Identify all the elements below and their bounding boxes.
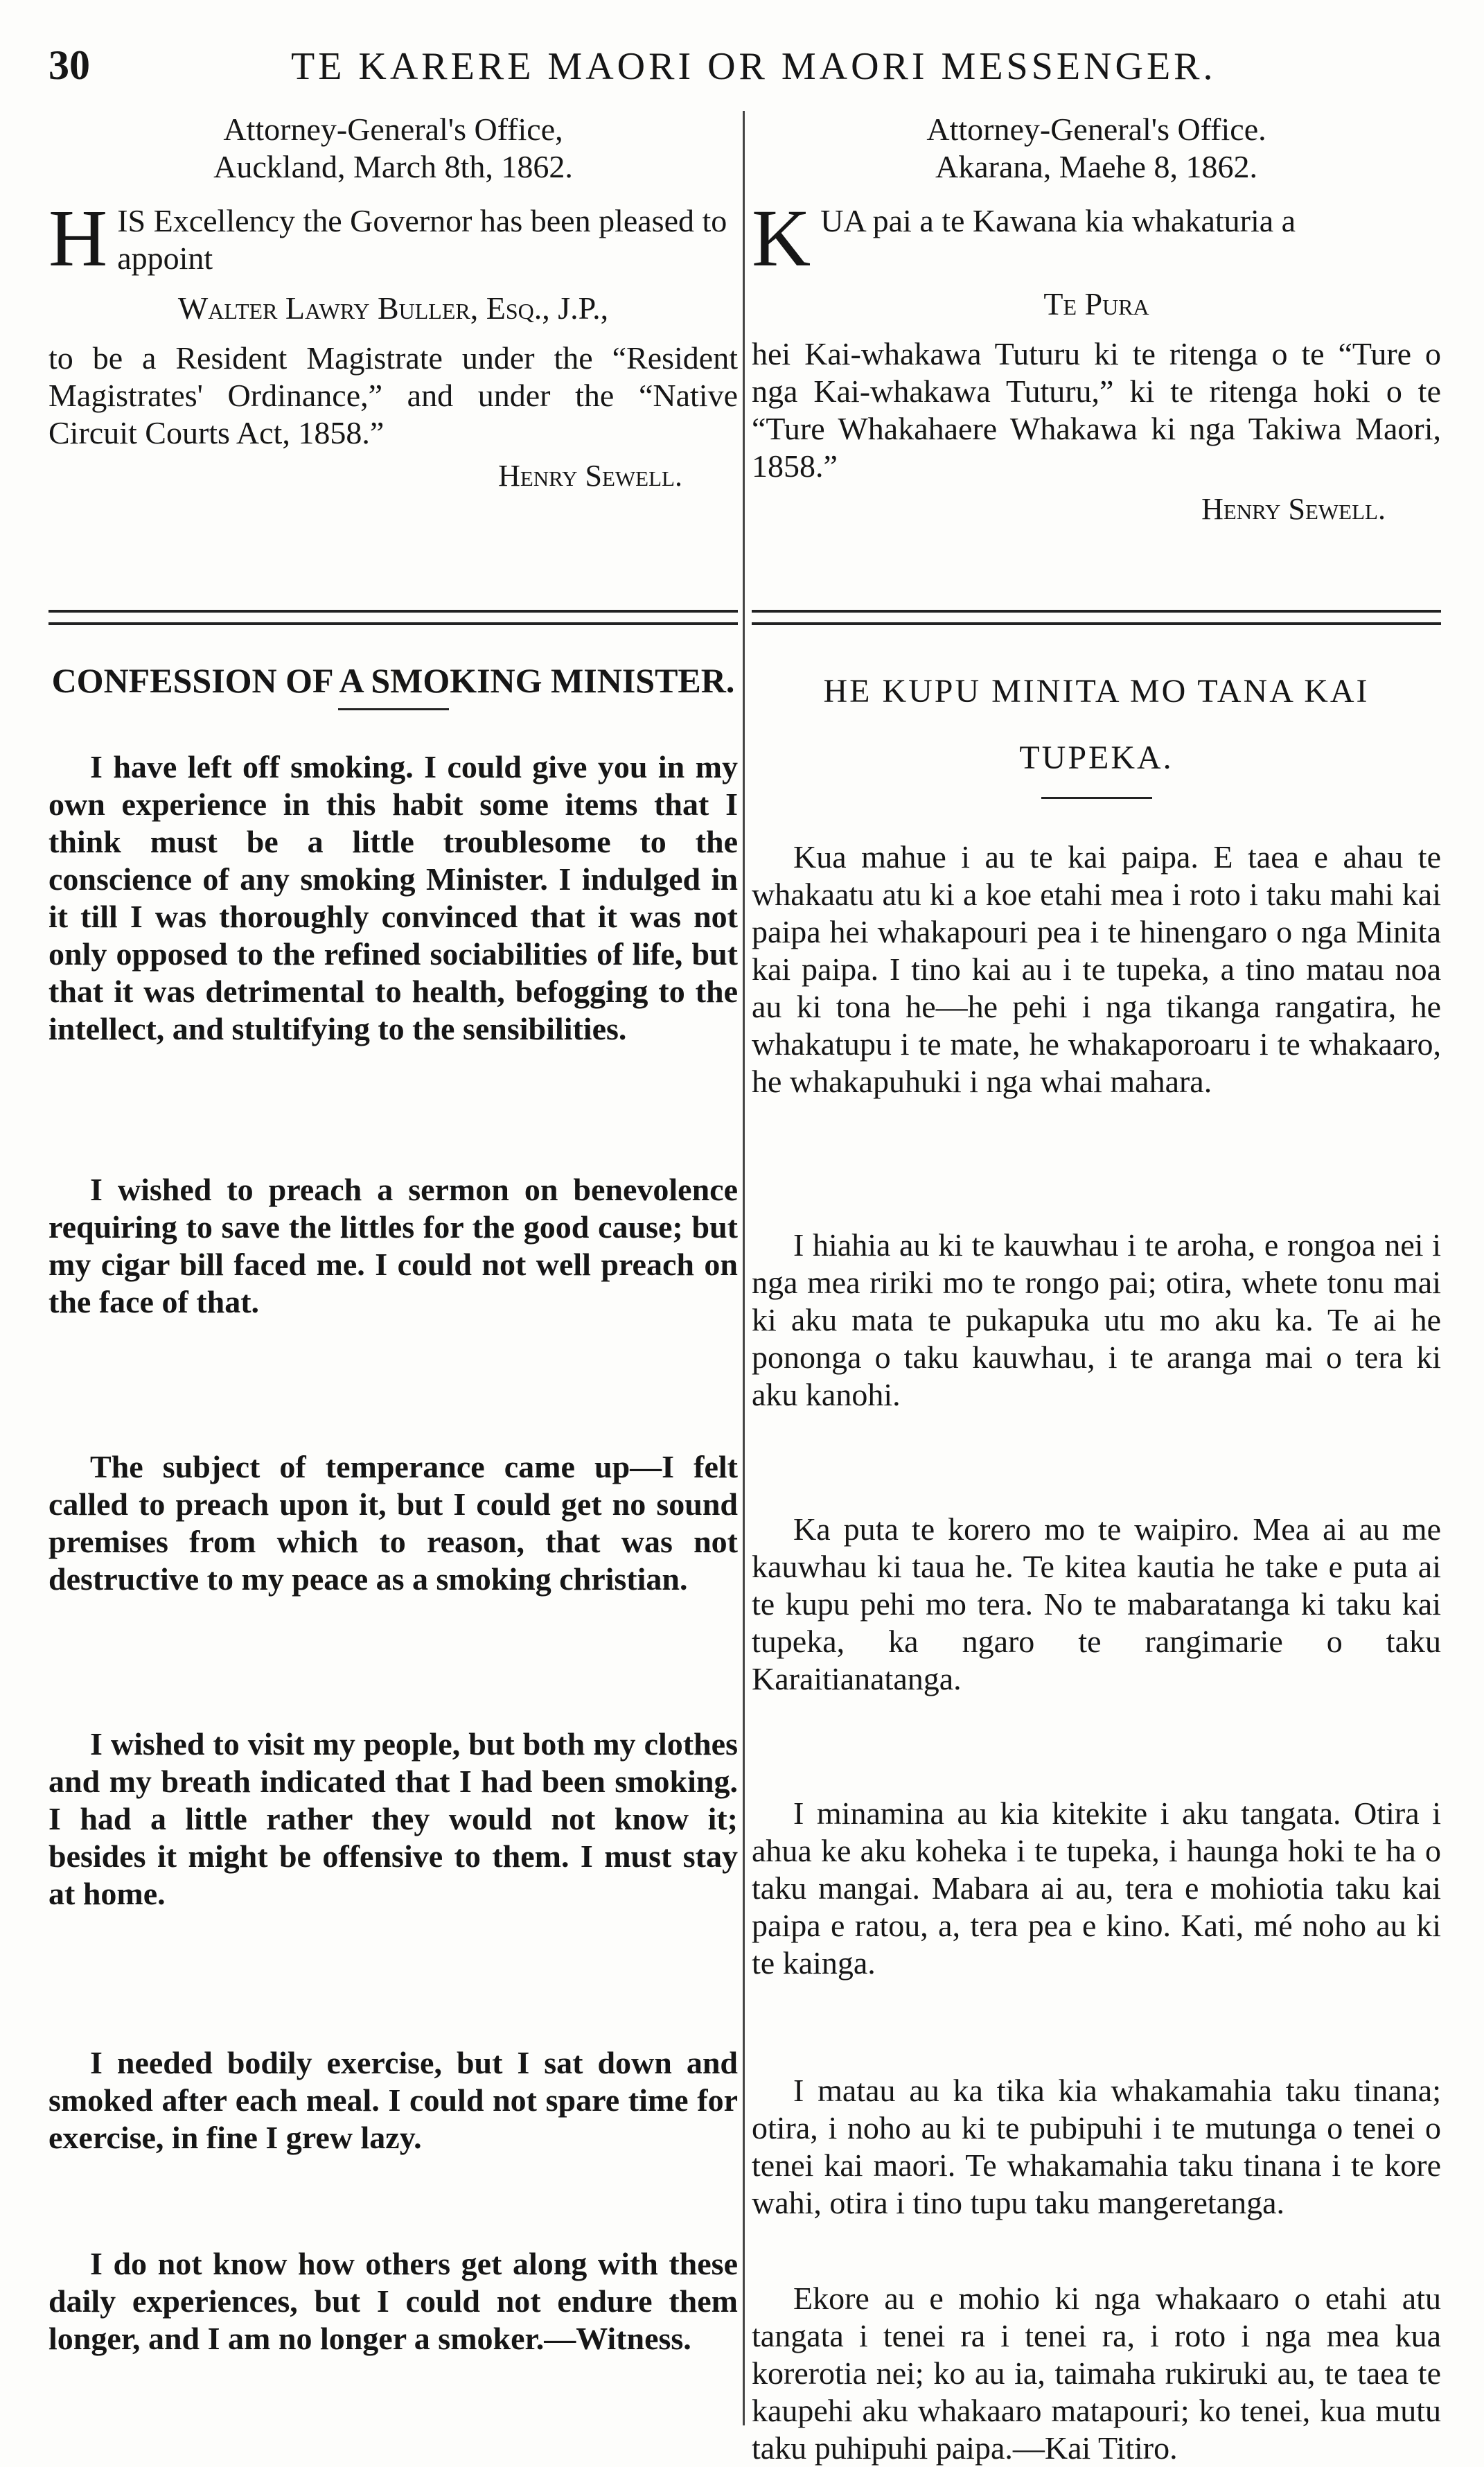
notice-intro: IS Excellency the Governor has been pleased to appoint <box>117 203 727 276</box>
office-line: Attorney-General's Office, <box>223 112 563 147</box>
paragraph: I needed bodily exercise, but I sat down and smoked after each meal. I could not spare time for exercise, in fine I grew lazy. <box>48 2045 738 2155</box>
paragraph: I minamina au kia kitekite i aku tangata. Otira i ahua ke aku koheka i te tupeka, i haunga hoki te ha o taku mangai. Mabara ai au, tera e mohiotia taku kai paipa e ratou, a, tera pea e kino. Kati, mé noho au ki te kainga. <box>752 1796 1441 1981</box>
article-heading: HE KUPU MINITA MO TANA KAI <box>823 673 1370 710</box>
notice-maori <box>752 111 1441 528</box>
paragraph: I wished to visit my people, but both my clothes and my breath indicated that I had been smoking. I had a little rather they would not know it; besides it might be offensive to them. I must stay at home. <box>48 1726 738 1911</box>
paragraph: I do not know how others get along with these daily experiences, but I could not endure them longer, and I am no longer a smoker.—Witness. <box>48 2246 738 2356</box>
running-title: TE KARERE MAORI OR MAORI MESSENGER. <box>291 45 1217 88</box>
section-rule <box>752 610 1441 625</box>
office-line: Attorney-General's Office. <box>926 112 1266 147</box>
appointee-name: Te Pura <box>1043 286 1149 322</box>
page-header <box>48 42 1455 97</box>
heading-rule <box>338 708 449 710</box>
office-heading <box>752 111 1441 186</box>
page-number: 30 <box>48 42 90 88</box>
appointee-name: Walter Lawry Buller, Esq., J.P., <box>177 290 609 326</box>
paragraph: Ka puta te korero mo te waipiro. Mea ai au me kauwhau ki taua he. Te kitea kautia he take e puta ai te kupu pehi mo tera. No te mabaratanga ki taku kai tupeka, ka ngaro te rangimarie o taku Karaitianatanga. <box>752 1511 1441 1696</box>
article-heading: CONFESSION OF A SMOKING MINISTER. <box>51 661 735 700</box>
paragraph: Ekore au e mohio ki nga whakaaro o etahi atu tangata i tenei ra i tenei ra, i roto i nga mea kua korerotia nei; ko au ia, taimaha rukiruki au, te taea te kaupehi aku whakaaro matapouri; ko tenei, kua mutu taku puhipuhi paipa.—Kai Titiro. <box>752 2281 1441 2466</box>
signature: Henry Sewell. <box>498 459 682 493</box>
article-english <box>48 658 738 710</box>
drop-cap: H <box>48 193 108 283</box>
office-heading <box>48 111 738 186</box>
paragraph: I hiahia au ki te kauwhau i te aroha, e rongoa nei i nga mea ririki mo te rongo pai; otira, whete tonu mai ki aku mata te pukapuka utu mo aku ka. Te ai he pononga o taku kauwhau, i te aranga mai o tera ki aku kanohi. <box>752 1227 1441 1412</box>
office-date: Auckland, March 8th, 1862. <box>213 149 573 184</box>
paragraph: I matau au ka tika kia whakamahia taku tinana; otira, i noho au ki te pubipuhi i te mutunga o tenei o tenei kai maori. Te whakamahia taku tinana i te kore wahi, otira i tino tupu taku mangeretanga. <box>752 2073 1441 2220</box>
article-heading-line2: TUPEKA. <box>1019 739 1174 776</box>
signature: Henry Sewell. <box>1201 492 1386 526</box>
paragraph: Kua mahue i au te kai paipa. E taea e ahau te whakaatu atu ki a koe etahi mea i roto i taku mahi kai paipa hei whakapouri pea i te hinengaro o nga Minita kai paipa. I tino kai au i te tupeka, a tino matau noa au ki tona he—he pehi i nga tikanga rangatira, he whakatupu i te mate, he whakaporoaru i te whakaaro, he whakapuhuki i nga whai mahara. <box>752 839 1441 1099</box>
paragraph: I wished to preach a sermon on benevolence requiring to save the littles for the good cause; but my cigar bill faced me. I could not well preach on the face of that. <box>48 1172 738 1319</box>
column-divider <box>743 111 745 2425</box>
notice-body: to be a Resident Magistrate under the “Resident Magistrates' Ordinance,” and under the “Native Circuit Courts Act, 1858.” <box>48 340 738 450</box>
notice-english <box>48 111 738 495</box>
section-rule <box>48 610 738 625</box>
article-maori <box>752 658 1441 799</box>
notice-intro: UA pai a te Kawana kia whakaturia a <box>820 203 1296 238</box>
drop-cap: K <box>752 193 811 283</box>
paragraph: The subject of temperance came up—I felt called to preach upon it, but I could get no sound premises from which to reason, that was not destructive to my peace as a smoking christian. <box>48 1449 738 1597</box>
english-column <box>48 111 738 2425</box>
notice-body: hei Kai-whakawa Tuturu ki te ritenga o te “Ture o nga Kai-whakawa Tuturu,” ki te ritenga hoki o te “Ture Whakahaere Whakawa ki nga Takiwa Maori, 1858.” <box>752 336 1441 484</box>
heading-rule <box>1041 797 1152 799</box>
paragraph: I have left off smoking. I could give you in my own experience in this habit some items that I think must be a little troublesome to the conscience of any smoking Minister. I indulged in it till I was thoroughly convinced that it was not only opposed to the refined sociabilities of life, but that it was detrimental to health, befogging to the intellect, and stultifying to the sensibilities. <box>48 749 738 1046</box>
maori-column <box>752 111 1441 2466</box>
office-date: Akarana, Maehe 8, 1862. <box>935 149 1257 184</box>
